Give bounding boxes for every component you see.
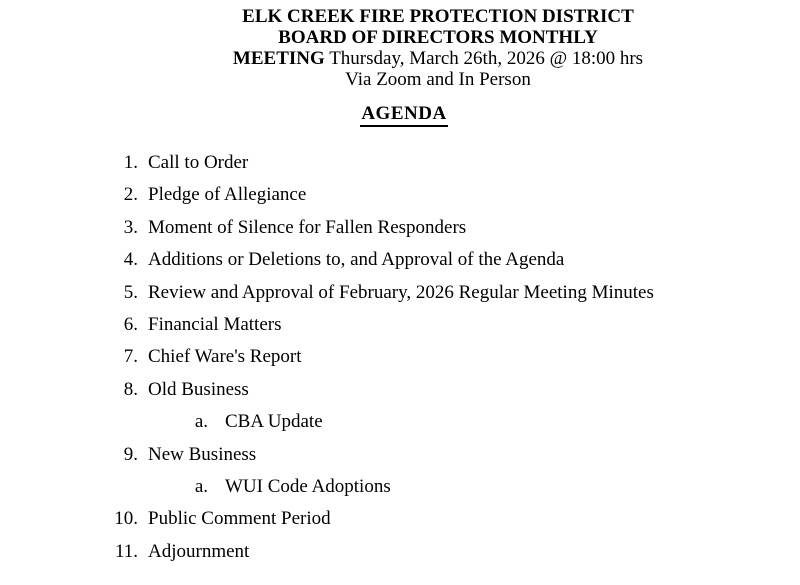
agenda-item: [0, 309, 800, 341]
agenda-item: [0, 179, 800, 211]
header-line-board: BOARD OF DIRECTORS MONTHLY: [278, 27, 598, 48]
agenda-item-number: 3.: [123, 216, 138, 238]
agenda-item-number: 6.: [123, 313, 138, 335]
agenda-title-wrap: [4, 104, 800, 127]
document-header: [38, 6, 800, 90]
agenda-item-number: 1.: [123, 152, 138, 173]
agenda-subitem: [0, 471, 800, 503]
agenda-item-text: Additions or Deletions to, and Approval of the Agenda: [148, 249, 565, 271]
agenda-item: [0, 536, 800, 568]
agenda-item-number: 10.: [114, 508, 138, 530]
agenda-item-text: Pledge of Allegiance: [148, 184, 307, 206]
header-meeting-label: MEETING: [232, 48, 325, 69]
agenda-subitem-letter: a.: [194, 475, 208, 497]
agenda-item: [0, 212, 800, 244]
agenda-item-number: 5.: [123, 281, 138, 303]
agenda-subitem-text: CBA Update: [225, 411, 323, 433]
header-line-district: ELK CREEK FIRE PROTECTION DISTRICT: [242, 6, 634, 27]
agenda-item-text: Financial Matters: [148, 313, 282, 335]
agenda-item: [0, 503, 800, 535]
agenda-item-text: Chief Ware's Report: [148, 346, 302, 368]
agenda-item-number: 7.: [123, 346, 138, 368]
agenda-item: [0, 439, 800, 471]
agenda-subitem-text: WUI Code Adoptions: [225, 475, 391, 497]
agenda-item-number: 9.: [123, 443, 138, 465]
header-line-meeting-datetime: [38, 48, 800, 69]
agenda-item-text: Old Business: [148, 378, 249, 400]
agenda-item-text: New Business: [148, 443, 257, 465]
agenda-item-text: Review and Approval of February, 2026 Regular Meeting Minutes: [148, 281, 654, 303]
agenda-item-text: Moment of Silence for Fallen Responders: [148, 216, 467, 238]
agenda-subitem: [0, 406, 800, 438]
agenda-item: [0, 374, 800, 406]
agenda-item: [0, 244, 800, 276]
agenda-subitem-letter: a.: [194, 411, 208, 433]
header-meeting-datetime: Thursday, March 26th, 2026 @ 18:00 hrs: [324, 48, 644, 69]
agenda-item-number: 4.: [123, 249, 138, 271]
agenda-item-text: Adjournment: [148, 540, 250, 562]
agenda-item: [0, 277, 800, 309]
agenda-title: AGENDA: [360, 104, 447, 127]
agenda-item-text: Public Comment Period: [148, 508, 331, 530]
agenda-item: [0, 341, 800, 373]
agenda-item-text: Call to Order: [148, 152, 249, 173]
agenda-list: [0, 147, 800, 568]
agenda-item: [0, 147, 800, 179]
agenda-item-number: 2.: [123, 184, 138, 206]
header-line-location: Via Zoom and In Person: [345, 69, 531, 90]
agenda-item-number: 11.: [114, 540, 138, 562]
agenda-item-number: 8.: [123, 378, 138, 400]
